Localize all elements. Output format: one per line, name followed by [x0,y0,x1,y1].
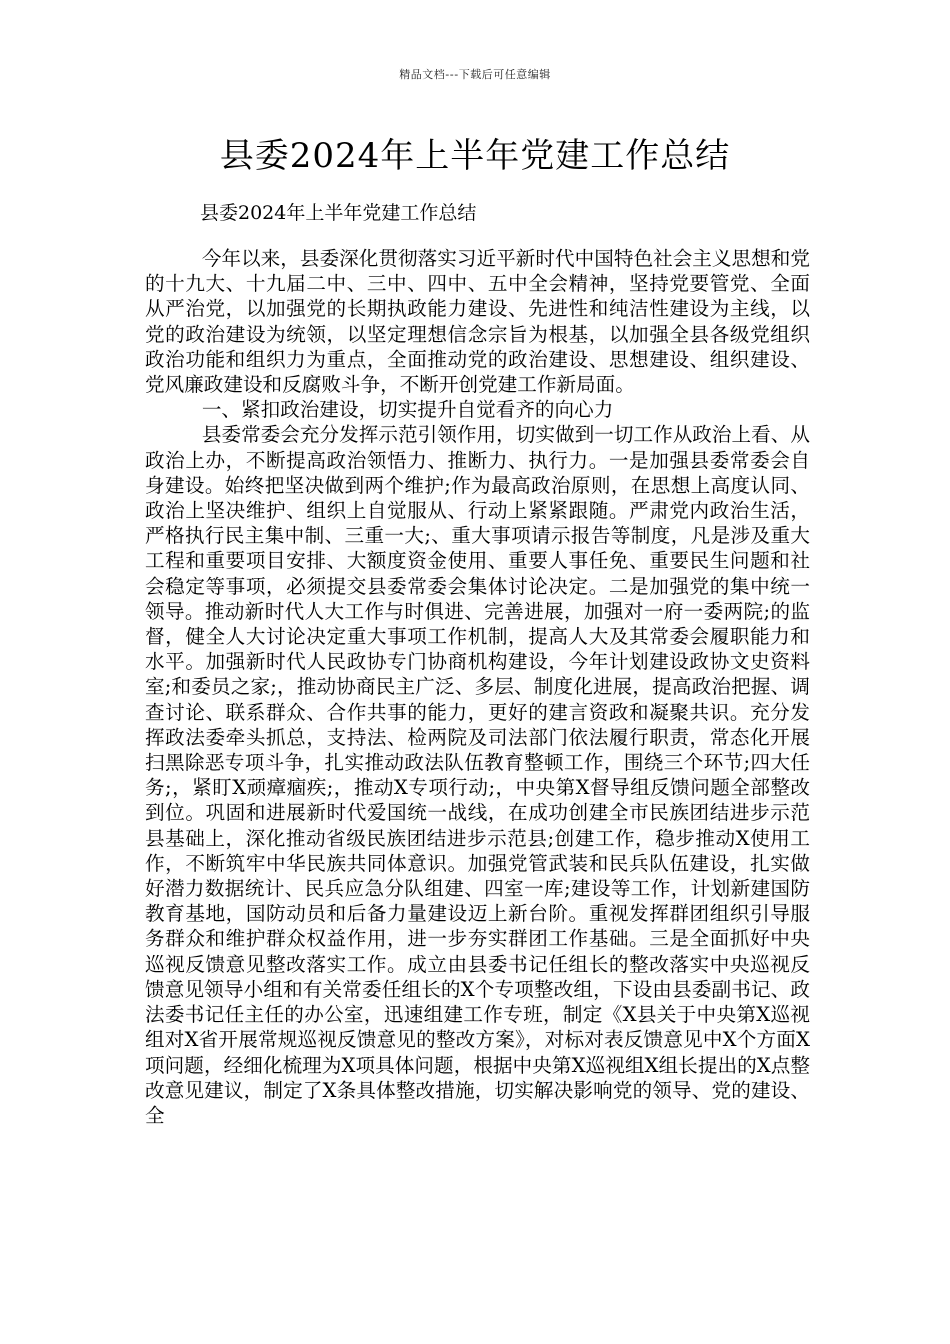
body-paragraph: 县委常委会充分发挥示范引领作用，切实做到一切工作从政治上看、从政治上办，不断提高政治领悟力、推断力、执行力。一是加强县委常委会自身建设。始终把坚决做到两个维护;作为最高政治原则，在思想上高度认同、政治上坚决维护、组织上自觉服从、行动上紧紧跟随。严肃党内政治生活，严格执行民主集中制、三重一大;、重大事项请示报告等制度，凡是涉及重大工程和重要项目安排、大额度资金使用、重要人事任免、重要民生问题和社会稳定等事项，必须提交县委常委会集体讨论决定。二是加强党的集中统一领导。推动新时代人大工作与时俱进、完善进展，加强对一府一委两院;的监督，健全人大讨论决定重大事项工作机制，提高人大及其常委会履职能力和水平。加强新时代人民政协专门协商机构建设，今年计划建设政协文史资料室;和委员之家;，推动协商民主广泛、多层、制度化进展，提高政治把握、调查讨论、联系群众、合作共事的能力，更好的建言资政和凝聚共识。充分发挥政法委牵头抓总，支持法、检两院及司法部门依法履行职责，常态化开展扫黑除恶专项斗争，扎实推动政法队伍教育整顿工作，围绕三个环节;四大任务;，紧盯X顽瘴痼疾;，推动X专项行动;，中央第X督导组反馈问题全部整改到位。巩固和进展新时代爱国统一战线，在成功创建全市民族团结进步示范县基础上，深化推动省级民族团结进步示范县;创建工作，稳步推动X使用工作，不断筑牢中华民族共同体意识。加强党管武装和民兵队伍建设，扎实做好潜力数据统计、民兵应急分队组建、四室一库;建设等工作，计划新建国防教育基地，国防动员和后备力量建设迈上新台阶。重视发挥群团组织引导服务群众和维护群众权益作用，进一步夯实群团工作基础。三是全面抓好中央巡视反馈意见整改落实工作。成立由县委书记任组长的整改落实中央巡视反馈意见领导小组和有关常委任组长的X个专项整改组，下设由县委副书记、政法委书记任主任的办公室，迅速组建工作专班，制定《X县关于中央第X巡视组对X省开展常规巡视反馈意见的整改方案》，对标对表反馈意见中X个方面X项问题，经细化梳理为X项具体问题，根据中央第X巡视组X组长提出的X点整改意见建议，制定了X条具体整改措施，切实解决影响党的领导、党的建设、全 [145,423,810,1127]
section-heading: 一、紧扣政治建设，切实提升自觉看齐的向心力 [201,398,614,422]
document-subtitle: 县委2024年上半年党建工作总结 [200,202,477,224]
intro-paragraph: 今年以来，县委深化贯彻落实习近平新时代中国特色社会主义思想和党的十九大、十九届二中、三中、四中、五中全会精神，坚持党要管党、全面从严治党，以加强党的长期执政能力建设、先进性和纯洁性建设为主线，以党的政治建设为统领，以坚定理想信念宗旨为根基，以加强全县各级党组织政治功能和组织力为重点，全面推动党的政治建设、思想建设、组织建设、党风廉政建设和反腐败斗争，不断开创党建工作新局面。 [145,247,810,397]
header-note: 精品文档---下载后可任意编辑 [399,68,551,81]
document-title: 县委2024年上半年党建工作总结 [219,136,731,176]
document-body [145,246,810,1128]
